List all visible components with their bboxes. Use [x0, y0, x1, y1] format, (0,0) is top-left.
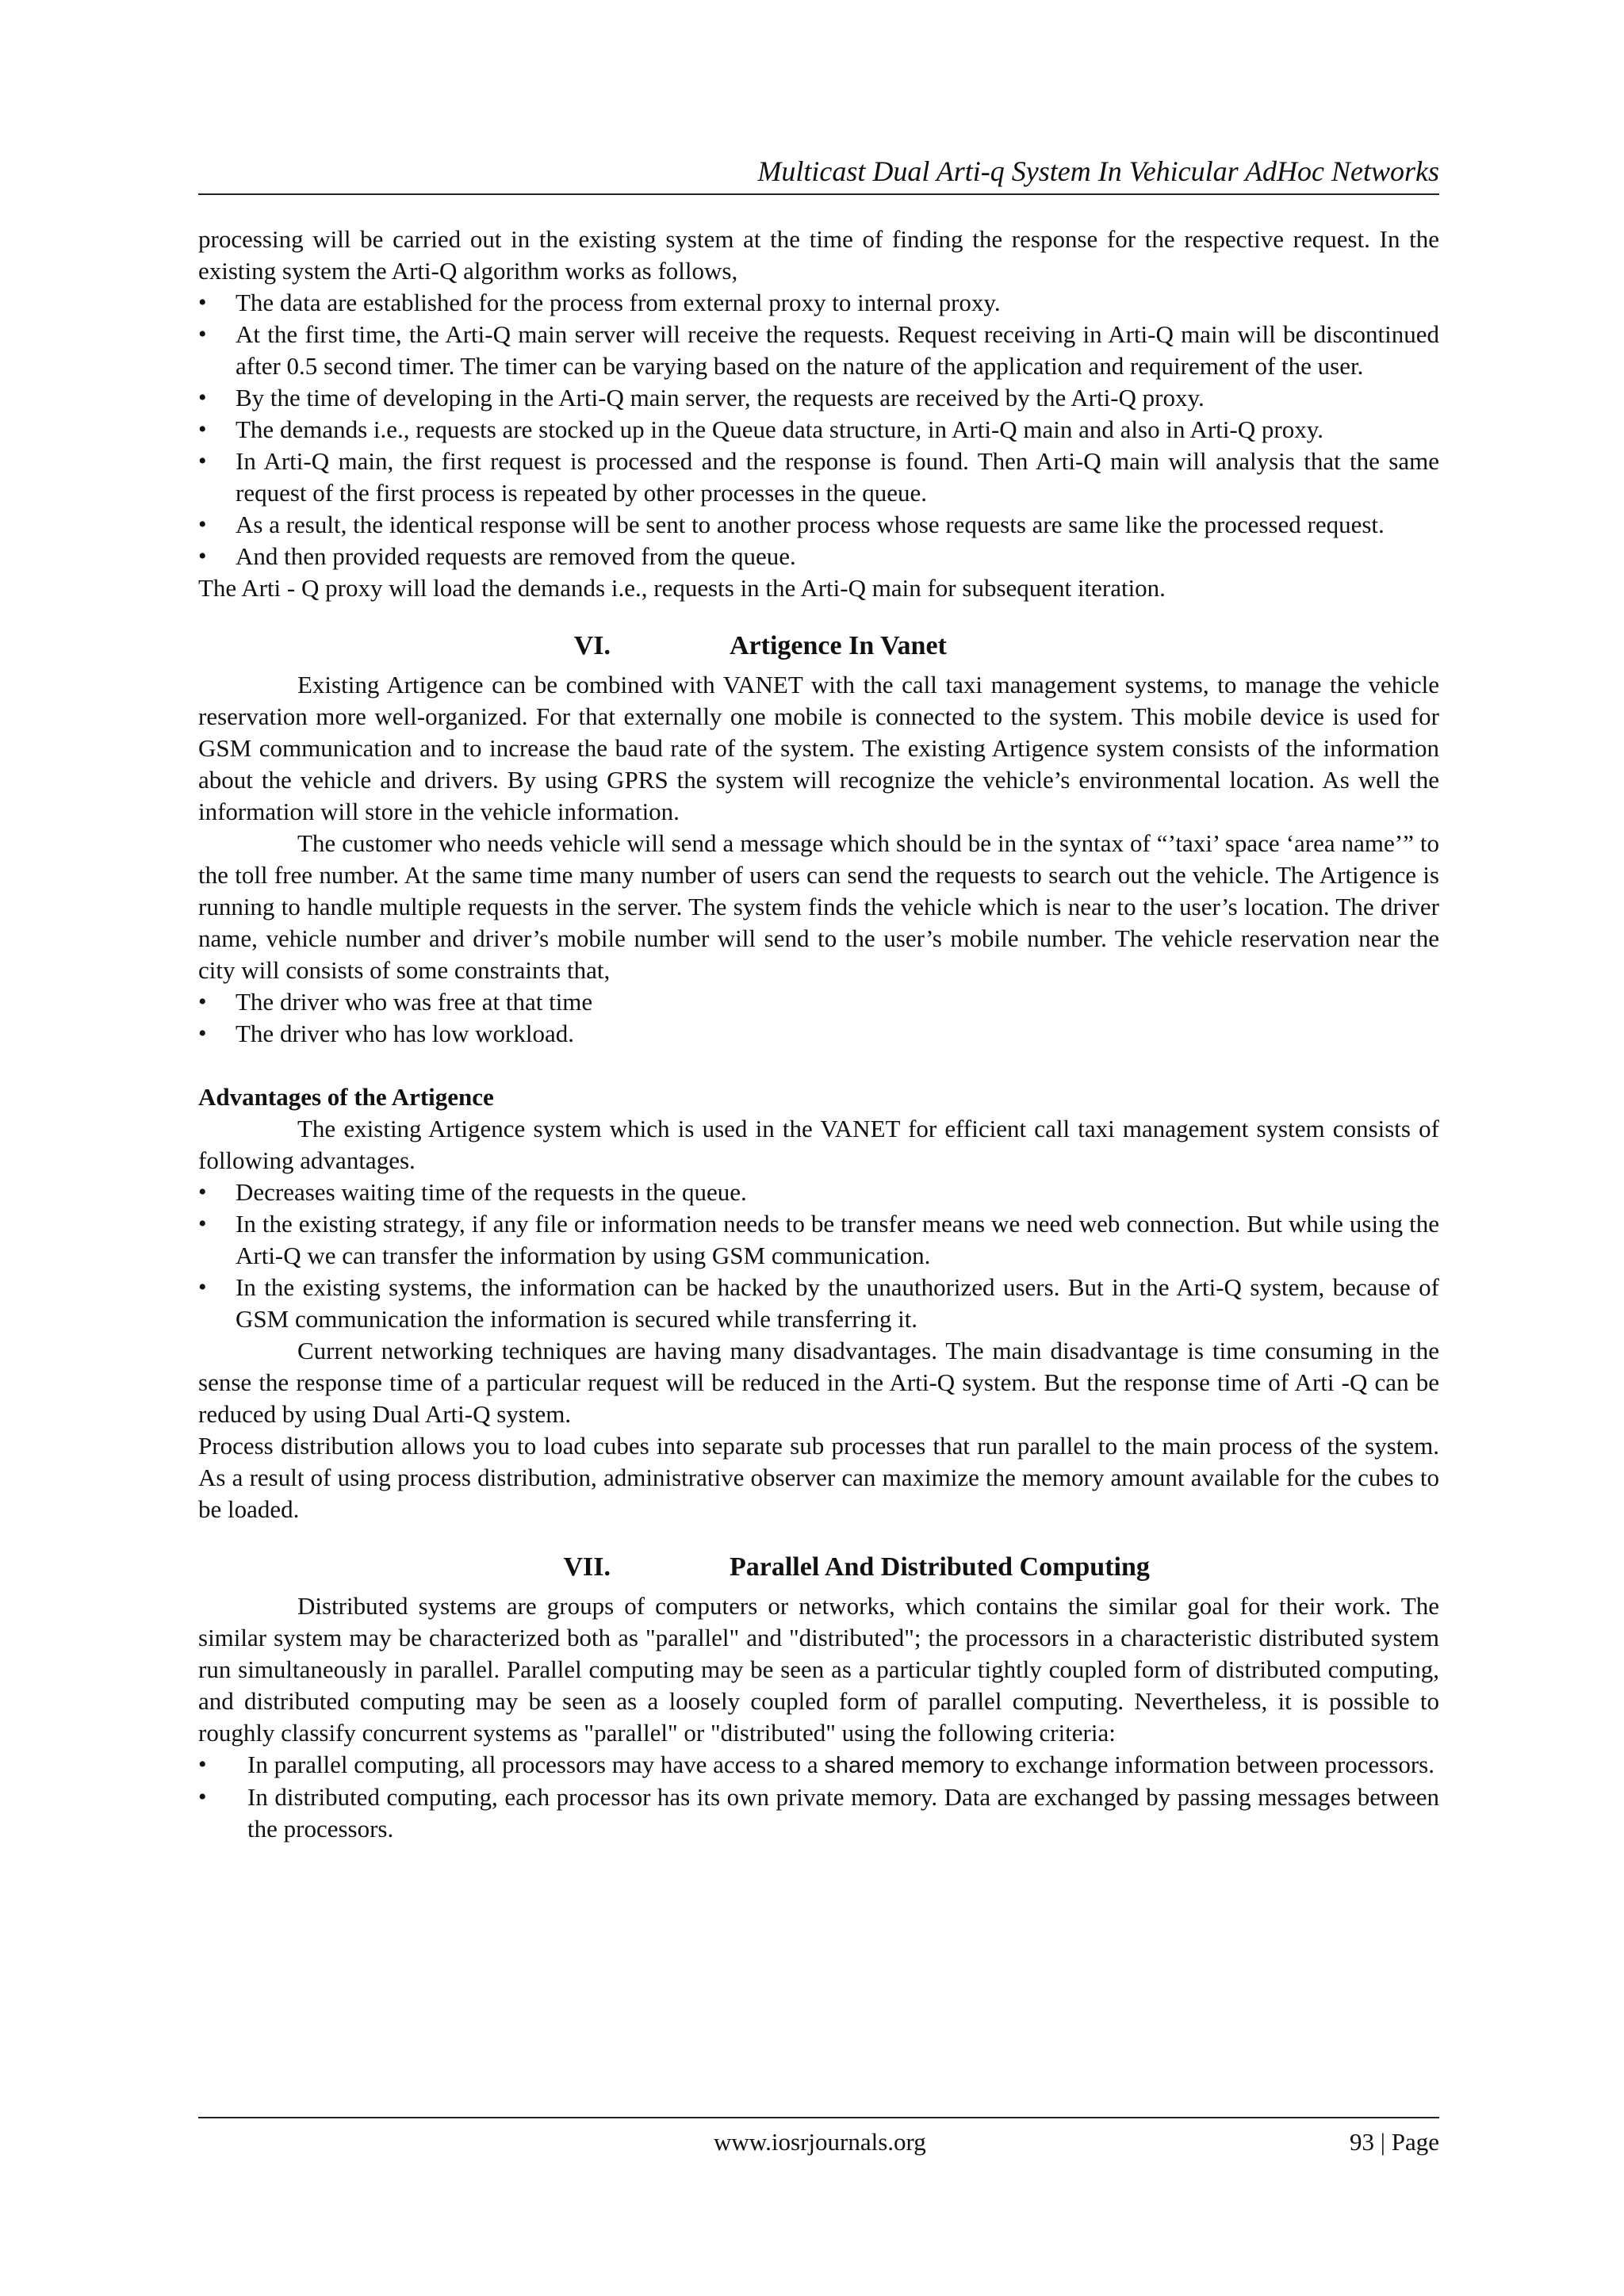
list-item: • At the first time, the Arti-Q main server will receive the requests. Request receiving in Arti-Q main will be discontinued after 0.5 second timer. The timer can be varying based on the nature of the application and requirement of the user.: [198, 319, 1439, 382]
bullet-text: to exchange information between processors.: [983, 1751, 1435, 1778]
shared-memory-term: shared memory: [824, 1753, 984, 1778]
section6-paragraph: Existing Artigence can be combined with VANET with the call taxi management systems, to manage the vehicle reservation more well-organized. For that externally one mobile is connected to the system. This mobile device is used for GSM communication and to increase the baud rate of the system. The existing Artigence system consists of the information about the vehicle and drivers. By using GPRS the system will recognize the vehicle’s environmental location. As well the information will store in the vehicle information.: [198, 671, 1439, 825]
intro-paragraph: processing will be carried out in the existing system at the time of finding the response for the respective request. In the existing system the Arti-Q algorithm works as follows,: [198, 225, 1439, 285]
constraints-list: [198, 986, 1439, 1050]
running-header: Multicast Dual Arti-q System In Vehicular AdHoc Networks: [757, 155, 1439, 187]
header-rule: [198, 193, 1439, 195]
list-item: [198, 1749, 1439, 1781]
list-item: • By the time of developing in the Arti-Q main server, the requests are received by the Arti-Q proxy.: [198, 382, 1439, 414]
section6-paragraph: Process distribution allows you to load cubes into separate sub processes that run parallel to the main process of the system. As a result of using process distribution, administrative observer can maximize the memory amount available for the cubes to be loaded.: [198, 1432, 1439, 1523]
journal-url: www.iosrjournals.org: [714, 2128, 926, 2156]
list-item: • Decreases waiting time of the requests in the queue.: [198, 1177, 1439, 1208]
footer-rule: [198, 2117, 1439, 2118]
arti-q-steps-list: [198, 287, 1439, 572]
advantages-heading: Advantages of the Artigence: [198, 1083, 494, 1111]
section-title: Parallel And Distributed Computing: [730, 1552, 1150, 1582]
section6-paragraph: Current networking techniques are having many disadvantages. The main disadvantage is time consuming in the sense the response time of a particular request will be reduced in the Arti-Q system. But the response time of Arti -Q can be reduced by using Dual Arti-Q system.: [198, 1337, 1439, 1428]
section-number: VII.: [563, 1552, 611, 1582]
section-heading-7: [198, 1551, 1439, 1584]
list-item: • The data are established for the process from external proxy to internal proxy.: [198, 287, 1439, 319]
list-item: • The driver who was free at that time: [198, 986, 1439, 1018]
section-number: VI.: [573, 631, 611, 660]
list-item: • In the existing strategy, if any file or information needs to be transfer means we need web connection. But while using the Arti-Q we can transfer the information by using GSM communication.: [198, 1208, 1439, 1272]
section7-paragraph: Distributed systems are groups of computers or networks, which contains the similar goal for their work. The similar system may be characterized both as "parallel" and "distributed"; the processors in a characteristic distributed system run simultaneously in parallel. Parallel computing may be seen as a particular tightly coupled form of distributed computing, and distributed computing may be seen as a loosely coupled form of parallel computing. Nevertheless, it is possible to roughly classify concurrent systems as "parallel" or "distributed" using the following criteria:: [198, 1592, 1439, 1747]
list-item: • And then provided requests are removed from the queue.: [198, 541, 1439, 572]
criteria-list: [198, 1749, 1439, 1845]
list-item: • The driver who has low workload.: [198, 1018, 1439, 1050]
list-item: • In distributed computing, each processor has its own private memory. Data are exchanged by passing messages between the processors.: [198, 1781, 1439, 1845]
list-item: • In Arti-Q main, the first request is processed and the response is found. Then Arti-Q main will analysis that the same request of the first process is repeated by other processes in the queue.: [198, 446, 1439, 509]
footer: [198, 2125, 1439, 2160]
section-heading-6: [198, 629, 1439, 663]
page-content: [198, 224, 1439, 1845]
advantages-list: [198, 1177, 1439, 1335]
list-item: • In the existing systems, the information can be hacked by the unauthorized users. But in the Arti-Q system, because of GSM communication the information is secured while transferring it.: [198, 1272, 1439, 1335]
bullet-text: In parallel computing, all processors may have access to a: [247, 1751, 825, 1778]
page-number: 93 | Page: [1350, 2128, 1439, 2156]
list-item: • As a result, the identical response will be sent to another process whose requests are same like the processed request.: [198, 509, 1439, 541]
intro-closing: The Arti - Q proxy will load the demands i.e., requests in the Arti-Q main for subsequent iteration.: [198, 574, 1166, 602]
advantages-intro: The existing Artigence system which is used in the VANET for efficient call taxi management system consists of following advantages.: [198, 1115, 1439, 1174]
section6-paragraph: The customer who needs vehicle will send a message which should be in the syntax of “’taxi’ space ‘area name’” to the toll free number. At the same time many number of users can send the requests to search out the vehicle. The Artigence is running to handle multiple requests in the server. The system finds the vehicle which is near to the user’s location. The driver name, vehicle number and driver’s mobile number will send to the user’s mobile number. The vehicle reservation near the city will consists of some constraints that,: [198, 829, 1439, 984]
section-title: Artigence In Vanet: [730, 631, 947, 660]
list-item: • The demands i.e., requests are stocked up in the Queue data structure, in Arti-Q main and also in Arti-Q proxy.: [198, 414, 1439, 446]
